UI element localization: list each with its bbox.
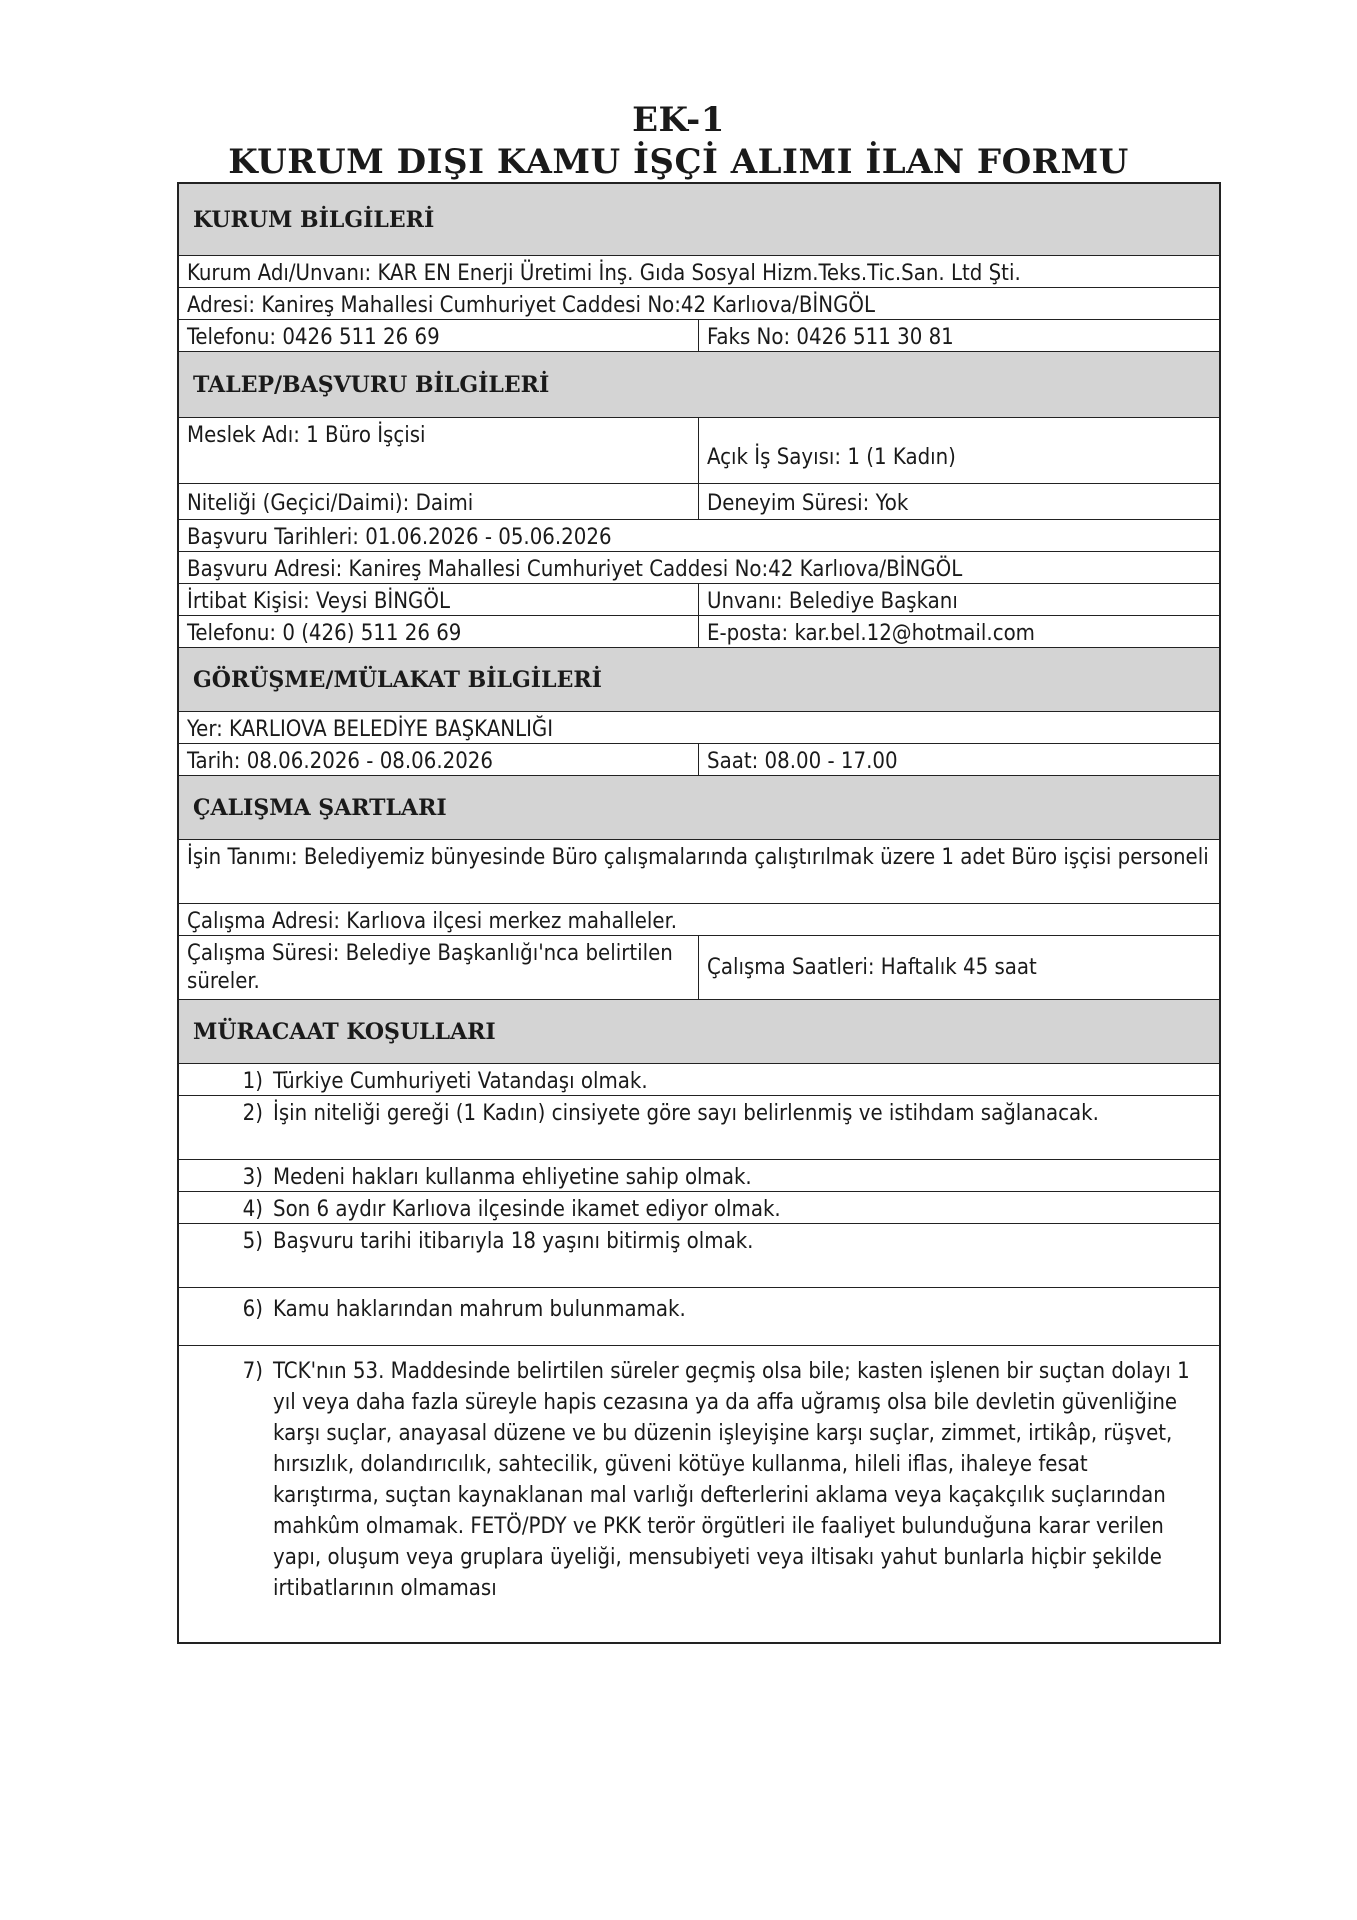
section-muracaat-title: MÜRACAAT KOŞULLARI bbox=[193, 1018, 496, 1045]
condition-text: İşin niteliği gereği (1 Kadın) cinsiyete göre sayı belirlenmiş ve istihdam sağlanacak. bbox=[273, 1101, 1099, 1126]
condition-row bbox=[179, 1288, 1219, 1346]
mulakat-yeri: Yer: KARLIOVA BELEDİYE BAŞKANLIĞI bbox=[187, 717, 554, 742]
condition-number: 7) bbox=[242, 1359, 263, 1384]
row-calisma-suresi bbox=[179, 936, 1219, 1000]
row-isin-tanimi bbox=[179, 840, 1219, 904]
condition-text: Türkiye Cumhuriyeti Vatandaşı olmak. bbox=[273, 1069, 648, 1094]
condition-row bbox=[179, 1064, 1219, 1096]
kurum-telefon: Telefonu: 0426 511 26 69 bbox=[179, 320, 699, 351]
kurum-adi: Kurum Adı/Unvanı: KAR EN Enerji Üretimi İnş. Gıda Sosyal Hizm.Teks.Tic.San. Ltd Şti. bbox=[187, 261, 1021, 286]
row-basvuru-adresi bbox=[179, 552, 1219, 584]
condition-number: 3) bbox=[242, 1165, 263, 1190]
row-irtibat bbox=[179, 584, 1219, 616]
condition-text: Medeni hakları kullanma ehliyetine sahip olmak. bbox=[273, 1165, 752, 1190]
condition-row bbox=[179, 1160, 1219, 1192]
document-title: KURUM DIŞI KAMU İŞÇİ ALIMI İLAN FORMU bbox=[228, 142, 1129, 182]
row-meslek bbox=[179, 418, 1219, 484]
row-yer bbox=[179, 712, 1219, 744]
meslek-adi: Meslek Adı: 1 Büro İşçisi bbox=[179, 418, 699, 483]
section-kurum-title: KURUM BİLGİLERİ bbox=[193, 206, 435, 233]
condition-text: Son 6 aydır Karlıova ilçesinde ikamet ediyor olmak. bbox=[273, 1197, 781, 1222]
section-gorusme-header bbox=[179, 648, 1219, 712]
nitelik: Niteliği (Geçici/Daimi): Daimi bbox=[179, 484, 699, 519]
condition-row bbox=[179, 1192, 1219, 1224]
talep-eposta: E-posta: kar.bel.12@hotmail.com bbox=[707, 621, 1035, 646]
row-basvuru-tarihleri bbox=[179, 520, 1219, 552]
section-calisma-title: ÇALIŞMA ŞARTLARI bbox=[193, 794, 447, 821]
row-kurum-adres bbox=[179, 288, 1219, 320]
condition-number: 1) bbox=[242, 1069, 263, 1094]
row-kurum-adi bbox=[179, 256, 1219, 288]
condition-number: 4) bbox=[242, 1197, 263, 1222]
kurum-faks: Faks No: 0426 511 30 81 bbox=[707, 325, 954, 350]
basvuru-tarihleri: Başvuru Tarihleri: 01.06.2026 - 05.06.2026 bbox=[187, 525, 612, 550]
mulakat-saati: Saat: 08.00 - 17.00 bbox=[707, 749, 898, 774]
basvuru-adresi: Başvuru Adresi: Kanireş Mahallesi Cumhuriyet Caddesi No:42 Karlıova/BİNGÖL bbox=[187, 557, 963, 582]
section-muracaat-header bbox=[179, 1000, 1219, 1064]
section-kurum-header bbox=[179, 184, 1219, 256]
announcement-form bbox=[177, 182, 1221, 1644]
condition-text: Başvuru tarihi itibarıyla 18 yaşını bitirmiş olmak. bbox=[273, 1229, 754, 1254]
section-talep-title: TALEP/BAŞVURU BİLGİLERİ bbox=[193, 371, 550, 398]
condition-row bbox=[179, 1096, 1219, 1160]
section-gorusme-title: GÖRÜŞME/MÜLAKAT BİLGİLERİ bbox=[193, 666, 602, 693]
document-code: EK-1 bbox=[632, 100, 725, 140]
calisma-adresi: Çalışma Adresi: Karlıova ilçesi merkez mahalleler. bbox=[187, 909, 677, 934]
condition-row bbox=[179, 1224, 1219, 1288]
condition-number: 5) bbox=[242, 1229, 263, 1254]
irtibat-kisisi: İrtibat Kişisi: Veysi BİNGÖL bbox=[179, 584, 699, 615]
row-nitelik bbox=[179, 484, 1219, 520]
section-calisma-header bbox=[179, 776, 1219, 840]
irtibat-unvani: Unvanı: Belediye Başkanı bbox=[707, 589, 958, 614]
condition-number: 2) bbox=[242, 1101, 263, 1126]
row-talep-iletisim bbox=[179, 616, 1219, 648]
condition-row bbox=[179, 1346, 1219, 1642]
row-calisma-adresi bbox=[179, 904, 1219, 936]
calisma-suresi: Çalışma Süresi: Belediye Başkanlığı'nca belirtilen süreler. bbox=[179, 936, 699, 999]
kurum-adres: Adresi: Kanireş Mahallesi Cumhuriyet Caddesi No:42 Karlıova/BİNGÖL bbox=[187, 293, 876, 318]
talep-telefon: Telefonu: 0 (426) 511 26 69 bbox=[179, 616, 699, 647]
mulakat-tarihi: Tarih: 08.06.2026 - 08.06.2026 bbox=[179, 744, 699, 775]
condition-number: 6) bbox=[242, 1297, 263, 1322]
isin-tanimi: İşin Tanımı: Belediyemiz bünyesinde Büro çalışmalarında çalıştırılmak üzere 1 adet Büro işçisi personeli bbox=[187, 845, 1209, 870]
condition-text: TCK'nın 53. Maddesinde belirtilen süreler geçmiş olsa bile; kasten işlenen bir suçtan dolayı 1 yıl veya daha fazla süreyle hapis cezasına ya da affa uğramış olsa bile devletin güvenliğine karşı suçlar, anayasal düzene ve bu düzenin işleyişine karşı suçlar, zimmet, irtikâp, rüşvet, hırsızlık, dolandırıcılık, sahtecilik, güveni kötüye kullanma, hileli iflas, ihaleye fesat karıştırma, suçtan kaynaklanan mal varlığı defterlerini aklama veya kaçakçılık suçlarından mahkûm olmamak. FETÖ/PDY ve PKK terör örgütleri ile faaliyet bulunduğuna karar verilen yapı, oluşum veya gruplara üyeliği, mensubiyeti veya iltisakı yahut bunlarla hiçbir şekilde irtibatlarının olmaması bbox=[273, 1359, 1190, 1601]
row-tarih-saat bbox=[179, 744, 1219, 776]
section-talep-header bbox=[179, 352, 1219, 418]
deneyim-suresi: Deneyim Süresi: Yok bbox=[707, 491, 909, 516]
condition-text: Kamu haklarından mahrum bulunmamak. bbox=[273, 1297, 686, 1322]
calisma-saatleri: Çalışma Saatleri: Haftalık 45 saat bbox=[707, 954, 1037, 980]
row-kurum-iletisim bbox=[179, 320, 1219, 352]
acik-is-sayisi: Açık İş Sayısı: 1 (1 Kadın) bbox=[707, 444, 956, 470]
